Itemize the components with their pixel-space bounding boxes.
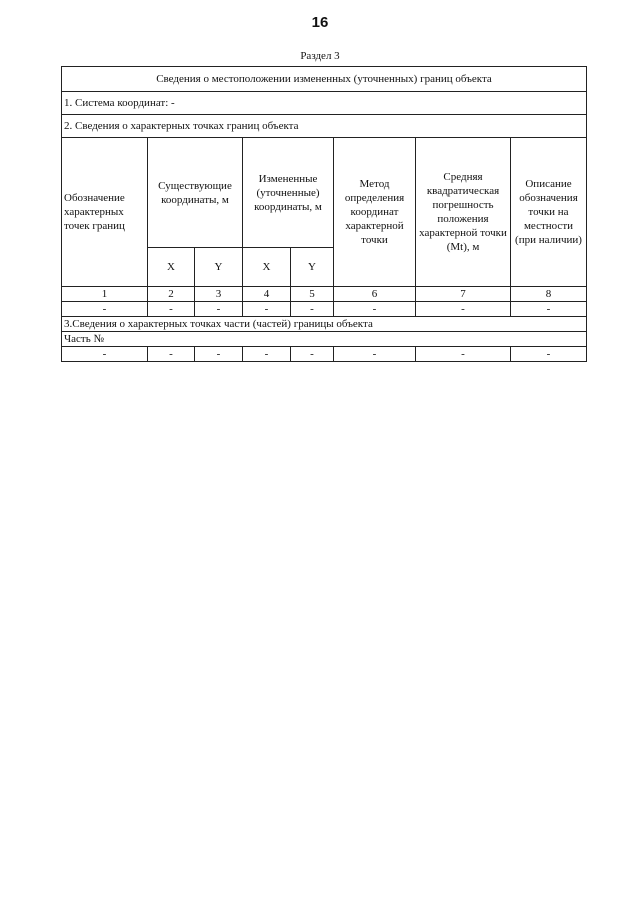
col-number: 6 — [334, 287, 416, 302]
table-cell: - — [511, 347, 587, 362]
header-y-existing: Y — [195, 248, 243, 287]
table-cell: - — [243, 347, 291, 362]
part-number-row: Часть № — [62, 332, 587, 347]
col-number: 4 — [243, 287, 291, 302]
col-number: 5 — [291, 287, 334, 302]
points-heading-row: 2. Сведения о характерных точках границ объекта — [62, 115, 587, 138]
table-cell: - — [195, 347, 243, 362]
header-y-changed: Y — [291, 248, 334, 287]
part-heading-row: 3.Сведения о характерных точках части (частей) границы объекта — [62, 317, 587, 332]
col-number: 7 — [416, 287, 511, 302]
table-cell: - — [416, 347, 511, 362]
table-cell: - — [511, 302, 587, 317]
header-existing-coords: Существующие координаты, м — [148, 138, 243, 248]
table-row — [62, 347, 587, 362]
table-cell: - — [62, 302, 148, 317]
table-cell: - — [334, 347, 416, 362]
coord-system-row: 1. Система координат: - — [62, 92, 587, 115]
table-cell: - — [334, 302, 416, 317]
col-number: 1 — [62, 287, 148, 302]
table-row — [62, 302, 587, 317]
section-label: Раздел 3 — [300, 50, 340, 62]
header-changed-coords: Измененные (уточненные) координаты, м — [243, 138, 334, 248]
header-method: Метод определения координат характерной точки — [334, 138, 416, 287]
table-cell: - — [291, 302, 334, 317]
col-number: 8 — [511, 287, 587, 302]
col-number: 3 — [195, 287, 243, 302]
boundary-table — [61, 66, 587, 362]
table-cell: - — [148, 347, 195, 362]
table-cell: - — [195, 302, 243, 317]
table-cell: - — [291, 347, 334, 362]
header-x-existing: X — [148, 248, 195, 287]
table-title: Сведения о местоположении измененных (уточненных) границ объекта — [62, 67, 587, 92]
header-x-changed: X — [243, 248, 291, 287]
table-cell: - — [416, 302, 511, 317]
col-number: 2 — [148, 287, 195, 302]
header-designation: Обозначение характерных точек границ — [62, 138, 148, 287]
table-cell: - — [62, 347, 148, 362]
table-cell: - — [243, 302, 291, 317]
column-numbers-row — [62, 287, 587, 302]
table-cell: - — [148, 302, 195, 317]
page-number: 16 — [311, 14, 329, 31]
header-description: Описание обозначения точки на местности (при наличии) — [511, 138, 587, 287]
header-error: Средняя квадратическая погрешность положения характерной точки (Mt), м — [416, 138, 511, 287]
